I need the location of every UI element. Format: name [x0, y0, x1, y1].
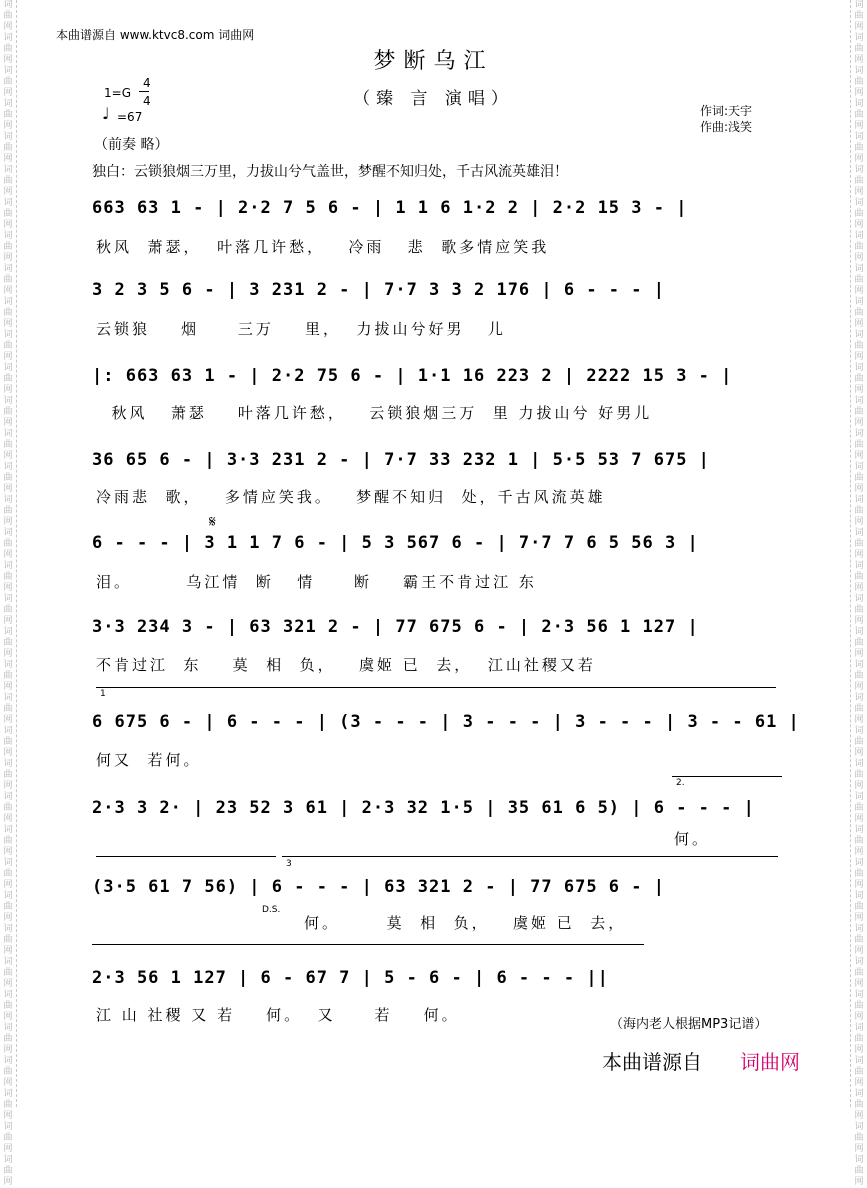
volta-1-bracket: [96, 687, 776, 688]
lyrics-line-10: 江 山 社稷 又 若 何。 又 若 何。: [96, 1006, 460, 1024]
lyrics-line-9: 何。 莫 相 负， 虞姬 已 去，: [304, 914, 627, 932]
coda-bracket: [92, 944, 644, 945]
notation-line-6: 3·3 234 3 - | 63 321 2 - | 77 675 6 - | 2·3 56 1 127 |: [92, 617, 699, 637]
lyrics-line-6: 不肯过江 东 莫 相 负， 虞姬 已 去， 江山社稷又若: [96, 656, 596, 674]
lyrics-line-7: 何又 若何。: [96, 751, 202, 769]
volta-3-bracket: [282, 856, 778, 857]
continuation-bracket: [96, 856, 276, 857]
intro-note: （前奏 略）: [94, 137, 169, 153]
volta-1-label: 1: [100, 689, 106, 699]
lyrics-line-3: 秋风 萧瑟 叶落几许愁， 云锁狼烟三万 里 力拔山兮 好男儿: [96, 404, 653, 422]
time-signature-top: 4: [143, 76, 151, 90]
notation-line-3: |: 663 63 1 - | 2·2 75 6 - | 1·1 16 223 2 | 2222 15 3 - |: [92, 366, 733, 386]
side-watermark-right: 词曲网词曲网词曲网词曲网词曲网词曲网词曲网词曲网词曲网词曲网词曲网词曲网词曲网词曲网词曲网词曲网词曲网词曲网词曲网词曲网词曲网词曲网词曲网词曲网词曲网词曲网词曲网词曲网词曲网词曲网词曲网词曲网词曲网词曲网词曲网词曲网: [850, 0, 867, 1107]
lyricist-credit: 作词:天宇: [700, 104, 753, 118]
time-signature-bottom: 4: [143, 94, 151, 108]
footer-source-text: 本曲谱源自: [602, 1050, 702, 1074]
time-signature-bar: [139, 91, 149, 92]
transcriber-credit: （海内老人根据MP3记谱）: [610, 1017, 768, 1032]
dal-segno-mark: D.S.: [262, 905, 281, 915]
header-source-text: 本曲谱源自 www.ktvc8.com 词曲网: [56, 28, 255, 42]
notation-line-4: 36 65 6 - | 3·3 231 2 - | 7·7 33 232 1 | 5·5 53 7 675 |: [92, 450, 710, 470]
narration-text: 独白：云锁狼烟三万里，力拔山兮气盖世，梦醒不知归处，千古风流英雄泪！: [92, 164, 568, 180]
notation-line-5: 6 - - - | 3 1 1 7 6 - | 5 3 567 6 - | 7·7 7 6 5 56 3 |: [92, 533, 699, 553]
lyrics-line-4: 冷雨悲 歌， 多情应笑我。 梦醒不知归 处，千古风流英雄: [96, 488, 606, 506]
lyrics-line-1: 秋风 萧瑟， 叶落几许愁， 冷雨 悲 歌多情应笑我: [96, 238, 550, 256]
lyrics-line-2: 云锁狼 烟 三万 里， 力拔山兮好男 儿: [96, 320, 506, 338]
notation-line-7: 6 675 6 - | 6 - - - | (3 - - - | 3 - - - | 3 - - - | 3 - - 61 |: [92, 712, 800, 732]
song-singer: （臻 言 演唱）: [353, 89, 514, 109]
notation-line-10: 2·3 56 1 127 | 6 - 67 7 | 5 - 6 - | 6 - - - ||: [92, 968, 609, 988]
side-watermark-left: 词曲网词曲网词曲网词曲网词曲网词曲网词曲网词曲网词曲网词曲网词曲网词曲网词曲网词曲网词曲网词曲网词曲网词曲网词曲网词曲网词曲网词曲网词曲网词曲网词曲网词曲网词曲网词曲网词曲网词曲网词曲网词曲网词曲网词曲网词曲网词曲网: [0, 0, 17, 1107]
notation-line-2: 3 2 3 5 6 - | 3 231 2 - | 7·7 3 3 2 176 | 6 - - - |: [92, 280, 665, 300]
tempo-value: =67: [117, 110, 143, 124]
volta-2-label: 2.: [676, 778, 685, 788]
volta-3-label: 3: [286, 859, 292, 869]
notation-line-9: (3·5 61 7 56) | 6 - - - | 63 321 2 - | 77 675 6 - |: [92, 877, 665, 897]
segno-sign-icon: 𝄋: [209, 512, 216, 531]
song-title: 梦断乌江: [373, 49, 494, 74]
quarter-note-icon: ♩: [102, 104, 110, 123]
key-signature: 1=G: [104, 86, 131, 100]
notation-line-1: 663 63 1 - | 2·2 7 5 6 - | 1 1 6 1·2 2 | 2·2 15 3 - |: [92, 198, 688, 218]
lyrics-line-5: 泪。 乌江情 断 情 断 霸王不肯过江 东: [96, 573, 537, 591]
lyrics-line-8: 何。: [674, 830, 711, 848]
volta-2-bracket: [672, 776, 782, 777]
notation-line-8: 2·3 3 2· | 23 52 3 61 | 2·3 32 1·5 | 35 61 6 5) | 6 - - - |: [92, 798, 755, 818]
composer-credit: 作曲:浅笑: [700, 120, 753, 134]
footer-site-name: 词曲网: [740, 1050, 800, 1074]
